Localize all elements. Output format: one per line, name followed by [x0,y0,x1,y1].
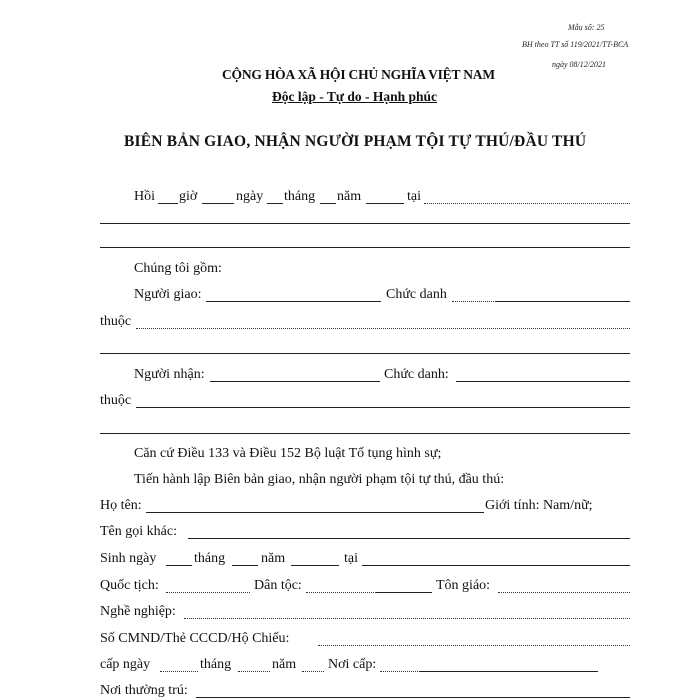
id-field[interactable] [318,645,630,646]
giver-unit-line-2[interactable] [100,353,630,354]
giver-position-label: Chức danh [386,287,447,302]
dob-month-field[interactable] [232,565,258,566]
dob-year-label: năm [261,551,286,566]
form-number: Mẫu số: 25 [568,23,605,32]
occupation-field[interactable] [184,618,630,619]
issue-place-field[interactable] [420,671,598,672]
receiver-unit-field[interactable] [136,407,630,408]
issue-year-label: năm [272,657,297,672]
giver-unit-field[interactable] [136,328,630,329]
blank-hour[interactable] [158,203,178,204]
participants-intro: Chúng tôi gồm: [134,261,222,276]
occupation-label: Nghề nghiệp: [100,604,176,619]
receiver-name-field[interactable] [210,381,380,382]
issue-month-field[interactable] [238,671,270,672]
issue-month-label: tháng [200,657,232,672]
issue-day-field[interactable] [160,671,198,672]
name-label: Họ tên: [100,498,142,513]
receiver-label: Người nhận: [134,367,205,382]
giver-unit-label: thuộc [100,314,132,329]
receiver-unit-label: thuộc [100,393,132,408]
label-tai: tại [407,189,421,204]
religion-label: Tôn giáo: [436,578,491,593]
label-gio: giờ [179,189,198,204]
receiver-unit-line-2[interactable] [100,433,630,434]
id-label: Số CMND/Thẻ CCCD/Hộ Chiếu: [100,631,290,646]
residence-label: Nơi thường trú: [100,683,188,698]
proceed-statement: Tiến hành lập Biên bản giao, nhận người phạm tội tự thú, đầu thú: [134,472,505,487]
issue-place-dots[interactable] [380,671,420,672]
label-thang: tháng [284,189,316,204]
dob-month-label: tháng [194,551,226,566]
ethnicity-field[interactable] [376,592,432,593]
religion-field[interactable] [498,592,630,593]
residence-field[interactable] [196,697,630,698]
blank-year[interactable] [366,203,404,204]
dob-day-field[interactable] [166,565,192,566]
issue-year-field[interactable] [302,671,324,672]
label-ngay: ngày [236,189,264,204]
label-hoi: Hồi [134,189,155,204]
ethnicity-label: Dân tộc: [254,578,302,593]
national-title: CỘNG HÒA XÃ HỘI CHỦ NGHĨA VIỆT NAM [222,67,495,82]
dob-year-field[interactable] [291,565,339,566]
giver-label: Người giao: [134,287,202,302]
receiver-position-label: Chức danh: [384,367,449,382]
blank-place-line-3[interactable] [100,247,630,248]
gender-label: Giới tính: Nam/nữ; [485,498,593,513]
giver-name-field[interactable] [206,301,381,302]
issue-day-label: cấp ngày [100,657,151,672]
form-issue-date: ngày 08/12/2021 [552,60,606,69]
giver-position-dots[interactable] [452,301,494,302]
blank-minute[interactable] [202,203,234,204]
issue-place-label: Nơi cấp: [328,657,377,672]
ethnicity-dots[interactable] [306,592,376,593]
dob-label: Sinh ngày [100,551,157,566]
alias-field[interactable] [188,538,630,539]
national-motto: Độc lập - Tự do - Hạnh phúc [272,89,438,104]
document-title: BIÊN BẢN GIAO, NHẬN NGƯỜI PHẠM TỘI TỰ THÚ/ĐẦU THÚ [124,133,587,150]
label-nam: năm [337,189,362,204]
form-legal-reference: BH theo TT số 119/2021/TT-BCA [522,40,629,49]
blank-month[interactable] [320,203,336,204]
receiver-position-field[interactable] [456,381,630,382]
blank-place[interactable] [424,203,630,204]
nationality-field[interactable] [166,592,250,593]
giver-position-field[interactable] [495,301,630,302]
blank-day[interactable] [267,203,283,204]
name-field[interactable] [146,512,484,513]
dob-place-field[interactable] [362,565,630,566]
legal-basis: Căn cứ Điều 133 và Điều 152 Bộ luật Tố tụng hình sự; [134,446,442,461]
dob-place-label: tại [344,551,358,566]
nationality-label: Quốc tịch: [100,578,159,593]
blank-place-line-2[interactable] [100,223,630,224]
alias-label: Tên gọi khác: [100,524,177,539]
